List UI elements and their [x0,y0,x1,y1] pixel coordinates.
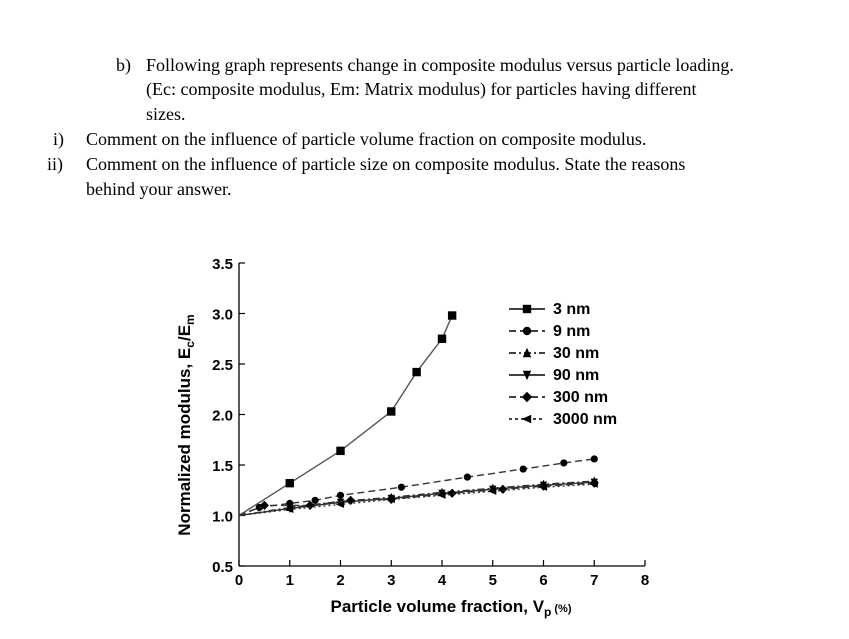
x-tick-label-8: 8 [640,572,650,589]
y-tick-label-2: 1.5 [212,458,233,475]
series-0 [239,311,456,515]
question-b-line-3: sizes. [146,104,186,124]
y-tick-label-0: 0.5 [212,559,233,576]
series-1-point-3 [312,497,319,504]
question-b-line-2: (Ec: composite modulus, Em: Matrix modulus) for particles having different [146,79,697,99]
series-4-point-6 [498,485,507,494]
legend-marker-0 [523,305,531,313]
legend-label-1: 9 nm [553,323,591,340]
question-ii-line-1: Comment on the influence of particle size on composite modulus. State the reasons [86,154,686,174]
x-tick-label-0: 0 [234,572,244,589]
legend-label-2: 30 nm [553,345,600,362]
question-ii-marker: ii) [47,154,63,174]
x-tick-label-5: 5 [488,572,497,589]
x-tick-label-6: 6 [539,572,548,589]
question-b-line-1: Following graph represents change in composite modulus versus particle loading. [146,55,734,75]
question-i-marker: i) [53,129,64,149]
series-1-point-6 [464,474,471,481]
series-0-point-4 [412,368,420,376]
x-tick-label-1: 1 [285,572,294,589]
y-tick-label-3: 2.0 [212,407,233,425]
y-axis-label: Normalized modulus, $E_c/E_m$ [175,314,197,536]
legend-marker-1 [523,327,531,335]
series-0-point-1 [286,479,294,487]
y-tick-label-4: 2.5 [212,357,233,374]
legend-label-3: 90 nm [553,367,600,384]
chart-series-layer [239,311,599,515]
legend-marker-5 [522,415,531,423]
y-tick-label-1: 1.0 [212,508,233,526]
question-b-marker: b) [116,55,131,75]
chart-legend [509,301,617,428]
question-i-text: Comment on the influence of particle volume fraction on composite modulus. [86,129,647,149]
x-tick-label-2: 2 [336,572,345,589]
series-1-point-9 [591,455,598,462]
x-tick-label-4: 4 [437,572,447,589]
x-axis-label: Particle volume fraction, $V_p$ (%) [330,597,572,619]
legend-marker-4 [522,392,532,402]
series-1-point-8 [560,459,567,466]
series-0-point-5 [438,335,446,343]
legend-label-4: 300 nm [553,389,609,406]
y-tick-label-5: 3.0 [212,306,233,324]
series-1-point-5 [398,484,405,491]
series-1-point-7 [520,465,527,472]
series-0-point-2 [336,447,344,455]
x-tick-label-7: 7 [590,572,599,589]
series-0-point-3 [387,407,395,415]
question-ii-line-2: behind your answer. [86,179,232,199]
x-tick-label-3: 3 [387,572,396,589]
y-tick-label-6: 3.5 [212,256,233,273]
series-4-point-5 [448,489,457,498]
legend-label-0: 3 nm [553,301,591,318]
series-line-0 [239,316,452,516]
series-0-point-6 [448,311,456,319]
legend-label-5: 3000 nm [553,411,618,428]
